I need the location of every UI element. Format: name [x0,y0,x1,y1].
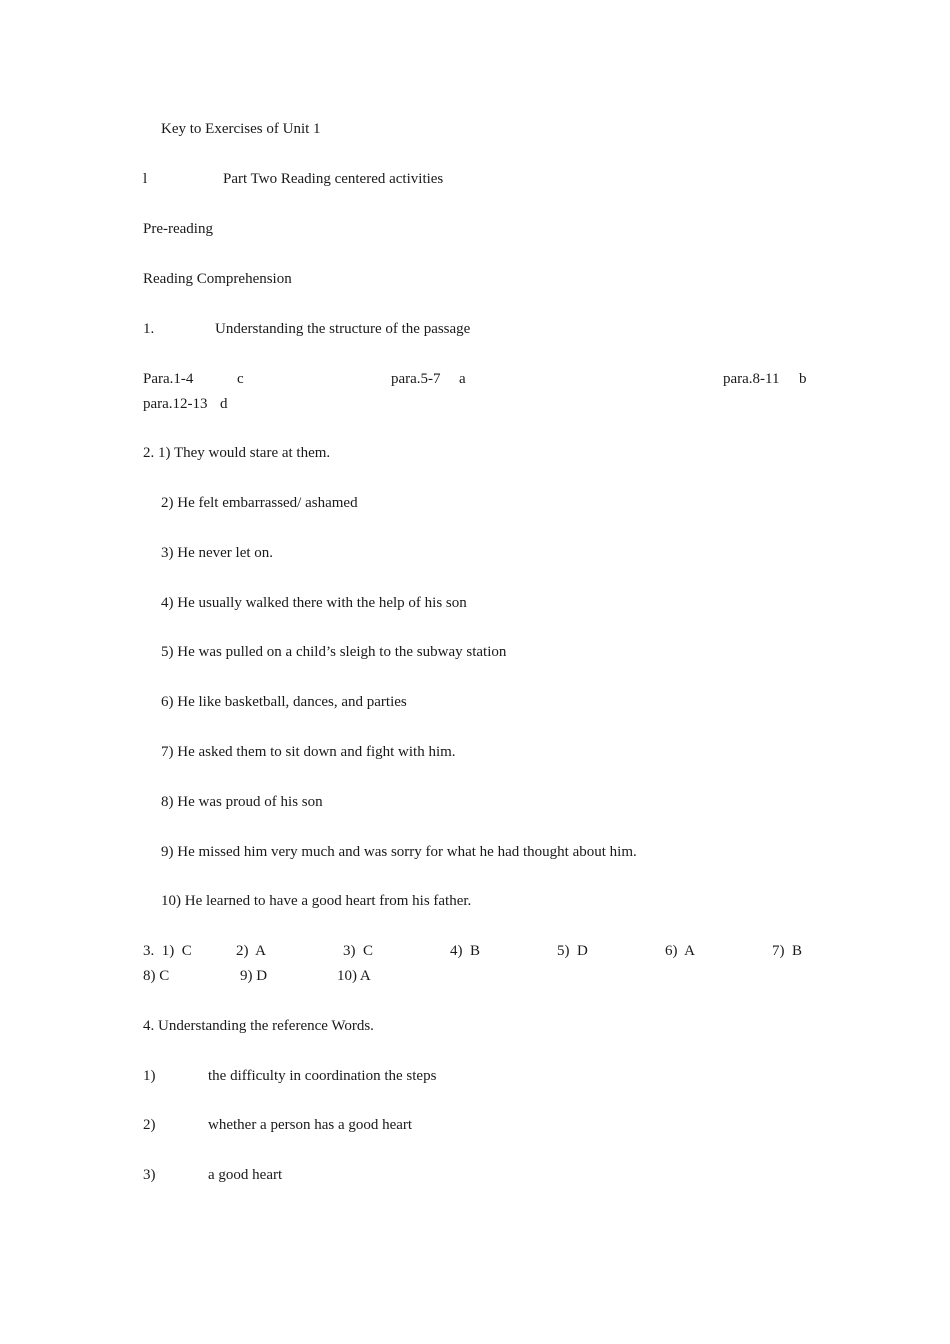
choice-answer: 6) A [665,943,695,959]
answer-line: 2) He felt embarrassed/ ashamed [161,495,358,511]
choice-answer: 7) B [772,943,802,959]
choice-answer: 8) C [143,968,170,984]
answer-line: 9) He missed him very much and was sorry for what he had thought about him. [161,844,637,860]
item-number: 3) [143,1167,156,1183]
para-range: para.8-11 [723,371,780,387]
answer-line: 4) He usually walked there with the help of his son [161,595,467,611]
answer-line: 3) He never let on. [161,545,274,561]
part-heading: Part Two Reading centered activities [223,171,444,187]
answer-line: 6) He like basketball, dances, and parties [161,694,407,710]
item-number: 1) [143,1068,156,1084]
item-text: a good heart [208,1167,283,1183]
para-answer: a [459,371,466,387]
choice-answer: 2) A [236,943,266,959]
section-prereading: Pre-reading [143,221,213,237]
para-range: para.5-7 [391,371,441,387]
choice-answer: 4) B [450,943,480,959]
choice-answer: 3. 1) C [143,943,192,959]
choice-answer: 3) C [343,943,373,959]
para-answer: c [237,371,244,387]
para-range: para.12-13 [143,396,208,412]
document-title: Key to Exercises of Unit 1 [161,121,321,137]
choice-answer: 9) D [240,968,268,984]
exercise-heading: 4. Understanding the reference Words. [143,1018,374,1034]
para-range: Para.1-4 [143,371,194,387]
item-text: whether a person has a good heart [208,1117,413,1133]
answer-line: 2. 1) They would stare at them. [143,445,331,461]
choice-answer: 5) D [557,943,588,959]
answer-line: 5) He was pulled on a child’s sleigh to the subway station [161,644,507,660]
answer-line: 8) He was proud of his son [161,794,323,810]
para-answer: d [220,396,228,412]
answer-line: 10) He learned to have a good heart from his father. [161,893,472,909]
para-answer: b [799,371,807,387]
exercise-heading: Understanding the structure of the passage [215,321,471,337]
item-text: the difficulty in coordination the steps [208,1068,437,1084]
exercise-number: 1. [143,321,155,337]
answer-line: 7) He asked them to sit down and fight with him. [161,744,456,760]
section-reading-comprehension: Reading Comprehension [143,271,292,287]
choice-answer: 10) A [337,968,371,984]
bullet-marker: l [143,171,148,187]
item-number: 2) [143,1117,156,1133]
